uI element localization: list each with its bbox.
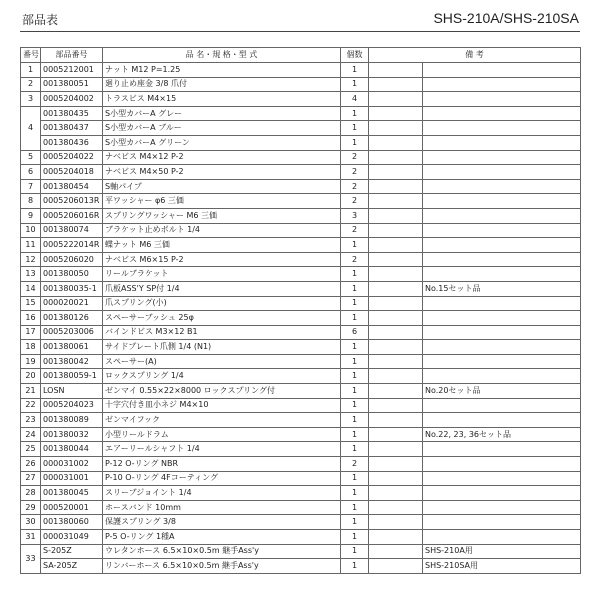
column-header-number: 番号: [21, 48, 41, 63]
part-name-cell: 爪板ASS'Y SP付 1/4: [103, 281, 341, 296]
row-number: 16: [21, 311, 41, 326]
table-row: [21, 267, 581, 282]
quantity-cell: 1: [341, 471, 369, 486]
blank-cell: [369, 311, 423, 326]
part-name-cell: 十字穴付き皿小ネジ M4×10: [103, 398, 341, 413]
table-row: [21, 340, 581, 355]
part-name-cell: 平ワッシャー φ6 三価: [103, 194, 341, 209]
remarks-cell: [423, 471, 581, 486]
table-row: [21, 544, 581, 559]
column-header-remarks: 備 考: [369, 48, 581, 63]
remarks-cell: [423, 486, 581, 501]
quantity-cell: 6: [341, 325, 369, 340]
remarks-cell: [423, 267, 581, 282]
row-number: 21: [21, 384, 41, 399]
remarks-cell: [423, 63, 581, 78]
remarks-cell: [423, 369, 581, 384]
remarks-cell: [423, 179, 581, 194]
quantity-cell: 1: [341, 238, 369, 253]
part-number-cell: SA-205Z: [41, 559, 103, 574]
remarks-cell: [423, 311, 581, 326]
remarks-cell: [423, 325, 581, 340]
part-number-cell: 001380032: [41, 427, 103, 442]
blank-cell: [369, 194, 423, 209]
part-name-cell: P-12 O-リング NBR: [103, 457, 341, 472]
remarks-cell: [423, 121, 581, 136]
row-number: 4: [21, 106, 41, 150]
table-row: [21, 281, 581, 296]
table-row: [21, 223, 581, 238]
part-name-cell: 蝶ナット M6 三価: [103, 238, 341, 253]
blank-cell: [369, 500, 423, 515]
blank-cell: [369, 267, 423, 282]
part-name-cell: スペーサー(A): [103, 354, 341, 369]
row-number: 24: [21, 427, 41, 442]
row-number: 18: [21, 340, 41, 355]
part-name-cell: リールブラケット: [103, 267, 341, 282]
part-number-cell: 0005203006: [41, 325, 103, 340]
row-number: 10: [21, 223, 41, 238]
row-number: 20: [21, 369, 41, 384]
quantity-cell: 1: [341, 398, 369, 413]
quantity-cell: 1: [341, 515, 369, 530]
part-number-cell: 001380454: [41, 179, 103, 194]
quantity-cell: 1: [341, 106, 369, 121]
model-number: SHS-210A/SHS-210SA: [433, 10, 579, 26]
remarks-cell: SHS-210SA用: [423, 559, 581, 574]
part-name-cell: トラスビス M4×15: [103, 92, 341, 107]
row-number: 26: [21, 457, 41, 472]
part-name-cell: S小型カバーA グレー: [103, 106, 341, 121]
part-number-cell: 000031001: [41, 471, 103, 486]
part-number-cell: 000520001: [41, 500, 103, 515]
part-name-cell: ナベビス M4×12 P-2: [103, 150, 341, 165]
part-number-cell: 001380045: [41, 486, 103, 501]
table-row: [21, 530, 581, 545]
row-number: 2: [21, 77, 41, 92]
quantity-cell: 2: [341, 457, 369, 472]
remarks-cell: [423, 530, 581, 545]
part-name-cell: エアーリールシャフト 1/4: [103, 442, 341, 457]
part-number-cell: 001380436: [41, 135, 103, 150]
blank-cell: [369, 238, 423, 253]
quantity-cell: 2: [341, 150, 369, 165]
table-row: [21, 150, 581, 165]
blank-cell: [369, 457, 423, 472]
quantity-cell: 1: [341, 63, 369, 78]
table-row: [21, 325, 581, 340]
blank-cell: [369, 442, 423, 457]
row-number: 7: [21, 179, 41, 194]
row-number: 6: [21, 165, 41, 180]
quantity-cell: 1: [341, 486, 369, 501]
part-number-cell: 001380126: [41, 311, 103, 326]
blank-cell: [369, 208, 423, 223]
blank-cell: [369, 325, 423, 340]
part-name-cell: ホースバンド 10mm: [103, 500, 341, 515]
table-row: [21, 427, 581, 442]
quantity-cell: 2: [341, 179, 369, 194]
blank-cell: [369, 135, 423, 150]
blank-cell: [369, 471, 423, 486]
remarks-cell: [423, 413, 581, 428]
part-number-cell: 000020021: [41, 296, 103, 311]
part-number-cell: 001380051: [41, 77, 103, 92]
part-name-cell: ロックスプリング 1/4: [103, 369, 341, 384]
part-name-cell: P-10 O-リング 4Fコーティング: [103, 471, 341, 486]
part-name-cell: スペーサーブッシュ 25φ: [103, 311, 341, 326]
quantity-cell: 1: [341, 296, 369, 311]
row-number: 23: [21, 413, 41, 428]
part-name-cell: ナベビス M6×15 P-2: [103, 252, 341, 267]
part-name-cell: P-5 O-リング 1種A: [103, 530, 341, 545]
blank-cell: [369, 165, 423, 180]
table-row: [21, 398, 581, 413]
table-header-row: [21, 48, 581, 63]
blank-cell: [369, 384, 423, 399]
quantity-cell: 4: [341, 92, 369, 107]
blank-cell: [369, 427, 423, 442]
part-number-cell: 0005204022: [41, 150, 103, 165]
quantity-cell: 2: [341, 194, 369, 209]
row-number: 27: [21, 471, 41, 486]
table-row: [21, 500, 581, 515]
blank-cell: [369, 252, 423, 267]
part-number-cell: 001380061: [41, 340, 103, 355]
remarks-cell: No.15セット品: [423, 281, 581, 296]
table-row: [21, 457, 581, 472]
quantity-cell: 1: [341, 369, 369, 384]
table-row: [21, 238, 581, 253]
parts-table: [20, 47, 581, 574]
table-row: [21, 77, 581, 92]
part-name-cell: S小型カバーA グリーン: [103, 135, 341, 150]
quantity-cell: 3: [341, 208, 369, 223]
blank-cell: [369, 559, 423, 574]
blank-cell: [369, 544, 423, 559]
table-row: [21, 369, 581, 384]
part-number-cell: 001380074: [41, 223, 103, 238]
row-number: 17: [21, 325, 41, 340]
column-header-part-number: 部品番号: [41, 48, 103, 63]
part-number-cell: 0005206020: [41, 252, 103, 267]
row-number: 30: [21, 515, 41, 530]
blank-cell: [369, 530, 423, 545]
row-number: 31: [21, 530, 41, 545]
part-name-cell: 保護スプリング 3/8: [103, 515, 341, 530]
table-row: [21, 121, 581, 136]
row-number: 3: [21, 92, 41, 107]
part-name-cell: S小型カバーA ブルー: [103, 121, 341, 136]
row-number: 28: [21, 486, 41, 501]
quantity-cell: 1: [341, 267, 369, 282]
part-number-cell: 001380435: [41, 106, 103, 121]
row-number: 9: [21, 208, 41, 223]
part-number-cell: 0005204023: [41, 398, 103, 413]
quantity-cell: 1: [341, 311, 369, 326]
blank-cell: [369, 179, 423, 194]
part-name-cell: 爪スプリング(小): [103, 296, 341, 311]
part-name-cell: バインドビス M3×12 B1: [103, 325, 341, 340]
blank-cell: [369, 150, 423, 165]
blank-cell: [369, 340, 423, 355]
remarks-cell: [423, 457, 581, 472]
remarks-cell: No.22, 23, 36セット品: [423, 427, 581, 442]
row-number: 1: [21, 63, 41, 78]
quantity-cell: 1: [341, 442, 369, 457]
remarks-cell: [423, 92, 581, 107]
row-number: 22: [21, 398, 41, 413]
part-name-cell: ゼンマイフック: [103, 413, 341, 428]
table-row: [21, 296, 581, 311]
remarks-cell: [423, 208, 581, 223]
remarks-cell: [423, 238, 581, 253]
quantity-cell: 2: [341, 252, 369, 267]
part-name-cell: S軸パイプ: [103, 179, 341, 194]
table-row: [21, 559, 581, 574]
table-row: [21, 92, 581, 107]
column-header-quantity: 個数: [341, 48, 369, 63]
row-number: 8: [21, 194, 41, 209]
table-row: [21, 135, 581, 150]
part-number-cell: 001380089: [41, 413, 103, 428]
blank-cell: [369, 281, 423, 296]
remarks-cell: [423, 296, 581, 311]
part-name-cell: ゼンマイ 0.55×22×8000 ロックスプリング付: [103, 384, 341, 399]
part-name-cell: ナベビス M4×50 P-2: [103, 165, 341, 180]
remarks-cell: [423, 106, 581, 121]
table-row: [21, 165, 581, 180]
remarks-cell: [423, 194, 581, 209]
remarks-cell: [423, 340, 581, 355]
row-number: 5: [21, 150, 41, 165]
remarks-cell: [423, 165, 581, 180]
quantity-cell: 1: [341, 500, 369, 515]
part-name-cell: 小型リールドラム: [103, 427, 341, 442]
quantity-cell: 2: [341, 223, 369, 238]
blank-cell: [369, 106, 423, 121]
row-number: 12: [21, 252, 41, 267]
part-number-cell: 001380035-1: [41, 281, 103, 296]
quantity-cell: 1: [341, 413, 369, 428]
part-number-cell: 0005206016R: [41, 208, 103, 223]
table-row: [21, 471, 581, 486]
table-row: [21, 311, 581, 326]
part-number-cell: 001380044: [41, 442, 103, 457]
quantity-cell: 1: [341, 135, 369, 150]
remarks-cell: [423, 500, 581, 515]
row-number: 11: [21, 238, 41, 253]
remarks-cell: [423, 252, 581, 267]
part-number-cell: 001380060: [41, 515, 103, 530]
part-number-cell: 0005204002: [41, 92, 103, 107]
quantity-cell: 1: [341, 544, 369, 559]
table-row: [21, 252, 581, 267]
part-name-cell: ナット M12 P=1.25: [103, 63, 341, 78]
part-name-cell: ブラケット止めボルト 1/4: [103, 223, 341, 238]
remarks-cell: No.20セット品: [423, 384, 581, 399]
quantity-cell: 2: [341, 165, 369, 180]
row-number: 19: [21, 354, 41, 369]
header-divider: [20, 31, 580, 32]
row-number: 33: [21, 544, 41, 573]
part-number-cell: 0005222014R: [41, 238, 103, 253]
blank-cell: [369, 121, 423, 136]
blank-cell: [369, 369, 423, 384]
remarks-cell: [423, 398, 581, 413]
part-number-cell: 001380042: [41, 354, 103, 369]
blank-cell: [369, 354, 423, 369]
row-number: 14: [21, 281, 41, 296]
part-name-cell: ウレタンホース 6.5×10×0.5m 継手Ass'y: [103, 544, 341, 559]
part-number-cell: LOSN: [41, 384, 103, 399]
blank-cell: [369, 296, 423, 311]
row-number: 25: [21, 442, 41, 457]
part-name-cell: サイドプレート爪側 1/4 (N1): [103, 340, 341, 355]
table-row: [21, 384, 581, 399]
quantity-cell: 1: [341, 384, 369, 399]
blank-cell: [369, 77, 423, 92]
row-number: 13: [21, 267, 41, 282]
blank-cell: [369, 223, 423, 238]
blank-cell: [369, 92, 423, 107]
part-number-cell: 0005212001: [41, 63, 103, 78]
blank-cell: [369, 486, 423, 501]
remarks-cell: [423, 515, 581, 530]
remarks-cell: [423, 77, 581, 92]
table-row: [21, 413, 581, 428]
part-number-cell: 000031049: [41, 530, 103, 545]
table-body: [21, 63, 581, 574]
table-row: [21, 486, 581, 501]
blank-cell: [369, 515, 423, 530]
quantity-cell: 1: [341, 559, 369, 574]
column-header-name: 品 名・規 格・型 式: [103, 48, 341, 63]
part-number-cell: 001380050: [41, 267, 103, 282]
quantity-cell: 1: [341, 427, 369, 442]
remarks-cell: [423, 135, 581, 150]
table-row: [21, 442, 581, 457]
table-row: [21, 208, 581, 223]
part-number-cell: S-205Z: [41, 544, 103, 559]
remarks-cell: [423, 354, 581, 369]
part-name-cell: リンバーホース 6.5×10×0.5m 継手Ass'y: [103, 559, 341, 574]
remarks-cell: [423, 223, 581, 238]
quantity-cell: 1: [341, 281, 369, 296]
part-number-cell: 001380437: [41, 121, 103, 136]
part-number-cell: 000031002: [41, 457, 103, 472]
table-row: [21, 106, 581, 121]
quantity-cell: 1: [341, 121, 369, 136]
document-title: 部品表: [22, 13, 59, 27]
table-row: [21, 194, 581, 209]
part-name-cell: スリーブジョイント 1/4: [103, 486, 341, 501]
remarks-cell: SHS-210A用: [423, 544, 581, 559]
row-number: 29: [21, 500, 41, 515]
quantity-cell: 1: [341, 354, 369, 369]
quantity-cell: 1: [341, 340, 369, 355]
remarks-cell: [423, 442, 581, 457]
part-number-cell: 0005206013R: [41, 194, 103, 209]
table-row: [21, 63, 581, 78]
quantity-cell: 1: [341, 530, 369, 545]
table-row: [21, 354, 581, 369]
row-number: 15: [21, 296, 41, 311]
part-name-cell: スプリングワッシャー M6 三価: [103, 208, 341, 223]
table-row: [21, 515, 581, 530]
part-number-cell: 001380059-1: [41, 369, 103, 384]
blank-cell: [369, 398, 423, 413]
quantity-cell: 1: [341, 77, 369, 92]
remarks-cell: [423, 150, 581, 165]
blank-cell: [369, 63, 423, 78]
blank-cell: [369, 413, 423, 428]
part-number-cell: 0005204018: [41, 165, 103, 180]
table-row: [21, 179, 581, 194]
part-name-cell: 廻り止め座金 3/8 爪付: [103, 77, 341, 92]
